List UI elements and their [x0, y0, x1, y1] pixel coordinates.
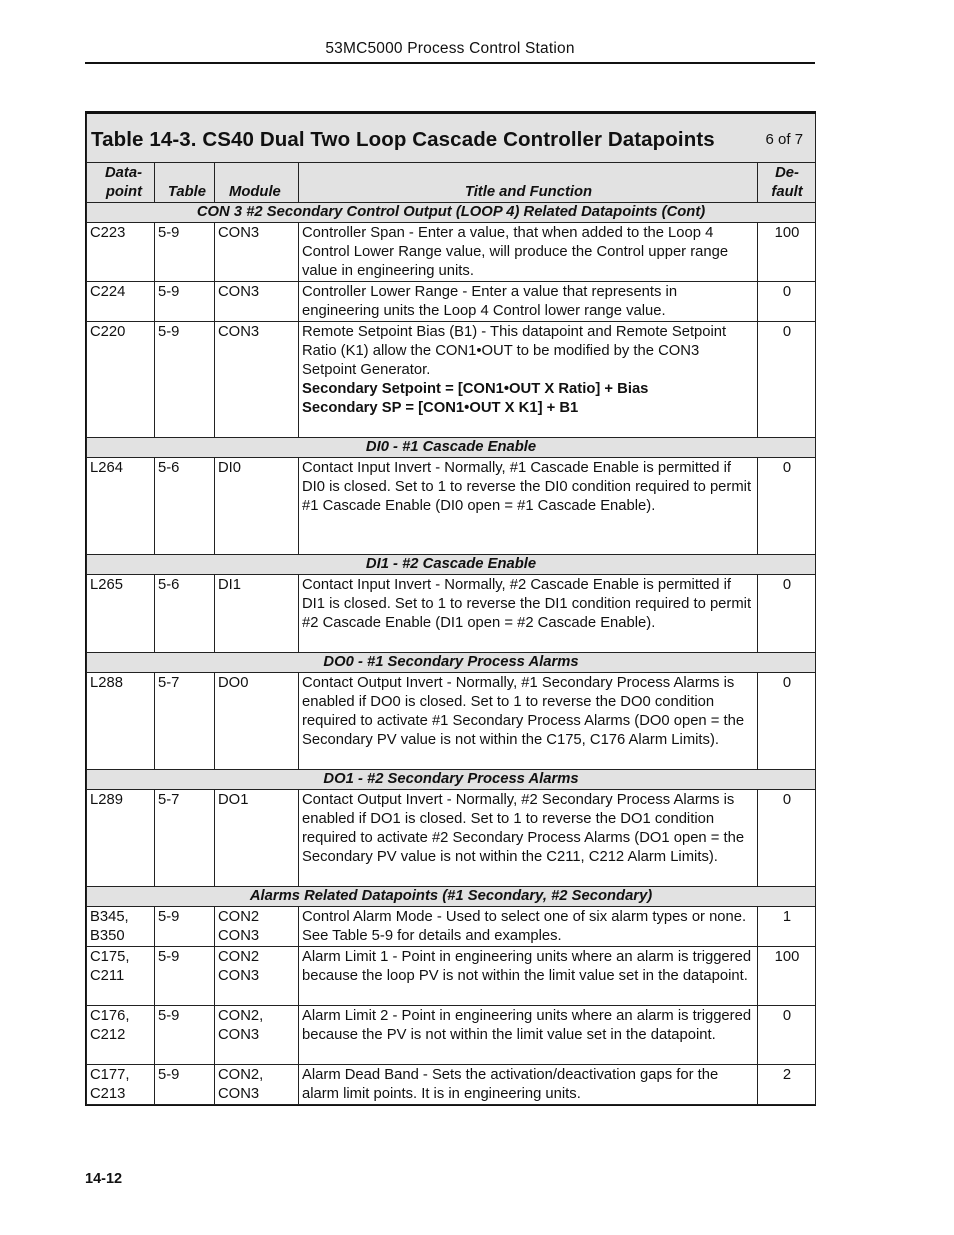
datapoint-cell: L289	[87, 790, 155, 887]
table-ref-cell: 5-9	[155, 907, 215, 947]
section-header: DO1 - #2 Secondary Process Alarms	[87, 770, 816, 790]
table-ref-cell: 5-9	[155, 282, 215, 322]
datapoint-cell: L264	[87, 458, 155, 555]
table-ref-cell: 5-6	[155, 575, 215, 653]
datapoint-cell: C177, C213	[87, 1065, 155, 1105]
module-cell: DO1	[215, 790, 299, 887]
table-row	[87, 1006, 816, 1065]
table-title: Table 14-3. CS40 Dual Two Loop Cascade Controller Datapoints	[91, 128, 715, 151]
module-cell: CON2, CON3	[215, 1006, 299, 1065]
description-cell: Alarm Dead Band - Sets the activation/deactivation gaps for the alarm limit points. It is in engineering units.	[299, 1065, 758, 1105]
description-cell: Contact Output Invert - Normally, #2 Secondary Process Alarms is enabled if DO1 is closed. Set to 1 to reverse the DO1 condition required to activate #2 Secondary Process Alarms (DO1 open = the Secondary PV value is not within the C211, C212 Alarm Limits).	[299, 790, 758, 887]
col-default: De- fault	[758, 163, 816, 203]
description-cell: Control Alarm Mode - Used to select one of six alarm types or none. See Table 5-9 for details and examples.	[299, 907, 758, 947]
table-ref-cell: 5-7	[155, 790, 215, 887]
page-count: 6 of 7	[765, 131, 804, 148]
default-cell: 1	[758, 907, 816, 947]
table-row	[87, 282, 816, 322]
description-cell: Contact Output Invert - Normally, #1 Secondary Process Alarms is enabled if DO0 is closed. Set to 1 to reverse the DO0 condition required to activate #1 Secondary Process Alarms (DO0 open = the Secondary PV value is not within the C175, C176 Alarm Limits).	[299, 673, 758, 770]
default-cell: 100	[758, 947, 816, 1006]
table-row	[87, 458, 816, 555]
default-cell: 0	[758, 322, 816, 438]
table-row	[87, 947, 816, 1006]
formula-setpoint: Secondary Setpoint = [CON1•OUT X Ratio] + Bias	[302, 381, 649, 397]
section-header: DI0 - #1 Cascade Enable	[87, 438, 816, 458]
default-cell: 0	[758, 458, 816, 555]
default-cell: 100	[758, 223, 816, 282]
default-cell: 2	[758, 1065, 816, 1105]
datapoint-cell: C223	[87, 223, 155, 282]
description-cell: Contact Input Invert - Normally, #1 Cascade Enable is permitted if DI0 is closed. Set to 1 to reverse the DI0 condition required to permit #1 Cascade Enable (DI0 open = #1 Cascade Enable).	[299, 458, 758, 555]
page-number: 14-12	[85, 1171, 123, 1187]
description-cell: Contact Input Invert - Normally, #2 Cascade Enable is permitted if DI1 is closed. Set to 1 to reverse the DI1 condition required to permit #2 Cascade Enable (DI1 open = #2 Cascade Enable).	[299, 575, 758, 653]
datapoint-cell: L288	[87, 673, 155, 770]
col-module: Module	[215, 163, 299, 203]
datapoints-table-frame	[85, 111, 816, 1106]
datapoint-cell: C220	[87, 322, 155, 438]
table-row	[87, 223, 816, 282]
description-cell: Controller Span - Enter a value, that when added to the Loop 4 Control Lower Range value, will produce the Control upper range value in engineering units.	[299, 223, 758, 282]
description-cell: Alarm Limit 1 - Point in engineering units where an alarm is triggered because the loop PV is not within the limit value set in the datapoint.	[299, 947, 758, 1006]
default-cell: 0	[758, 673, 816, 770]
running-header: 53MC5000 Process Control Station	[325, 40, 575, 57]
default-cell: 0	[758, 1006, 816, 1065]
formula-sp: Secondary SP = [CON1•OUT X K1] + B1	[302, 400, 579, 416]
col-table: Table	[155, 163, 215, 203]
datapoint-cell: L265	[87, 575, 155, 653]
table-ref-cell: 5-9	[155, 1006, 215, 1065]
section-header: Alarms Related Datapoints (#1 Secondary, #2 Secondary)	[87, 887, 816, 907]
description-cell: Remote Setpoint Bias (B1) - This datapoint and Remote Setpoint Ratio (K1) allow the CON1•OUT to be modified by the CON3 Setpoint Generator. Secondary Setpoint = [CON1•OUT X Ratio] + Bias Secondary SP = [CON1•OUT X K1] + B1	[299, 322, 758, 438]
module-cell: CON3	[215, 223, 299, 282]
table-ref-cell: 5-9	[155, 322, 215, 438]
default-cell: 0	[758, 282, 816, 322]
datapoint-cell: B345, B350	[87, 907, 155, 947]
section-header: DO0 - #1 Secondary Process Alarms	[87, 653, 816, 673]
table-row	[87, 790, 816, 887]
section-header: DI1 - #2 Cascade Enable	[87, 555, 816, 575]
datapoint-cell: C176, C212	[87, 1006, 155, 1065]
table-row	[87, 322, 816, 438]
table-row	[87, 575, 816, 653]
module-cell: DO0	[215, 673, 299, 770]
table-ref-cell: 5-6	[155, 458, 215, 555]
description-cell: Alarm Limit 2 - Point in engineering units where an alarm is triggered because the PV is not within the limit value set in the datapoint.	[299, 1006, 758, 1065]
table-row	[87, 1065, 816, 1105]
column-header-row	[87, 163, 816, 203]
col-title-function: Title and Function	[299, 163, 758, 203]
datapoint-cell: C224	[87, 282, 155, 322]
module-cell: CON2 CON3	[215, 947, 299, 1006]
table-ref-cell: 5-7	[155, 673, 215, 770]
description-cell: Controller Lower Range - Enter a value that represents in engineering units the Loop 4 Control lower range value.	[299, 282, 758, 322]
module-cell: CON2, CON3	[215, 1065, 299, 1105]
table-row	[87, 907, 816, 947]
section-header: CON 3 #2 Secondary Control Output (LOOP 4) Related Datapoints (Cont)	[87, 203, 816, 223]
table-title-row	[87, 113, 816, 163]
table-ref-cell: 5-9	[155, 947, 215, 1006]
table-ref-cell: 5-9	[155, 223, 215, 282]
module-cell: DI0	[215, 458, 299, 555]
module-cell: CON3	[215, 282, 299, 322]
datapoint-cell: C175, C211	[87, 947, 155, 1006]
default-cell: 0	[758, 575, 816, 653]
table-row	[87, 673, 816, 770]
module-cell: DI1	[215, 575, 299, 653]
header-rule	[85, 62, 815, 64]
module-cell: CON2 CON3	[215, 907, 299, 947]
table-ref-cell: 5-9	[155, 1065, 215, 1105]
col-datapoint: Data- point	[87, 163, 155, 203]
module-cell: CON3	[215, 322, 299, 438]
default-cell: 0	[758, 790, 816, 887]
datapoints-table	[86, 112, 816, 1105]
